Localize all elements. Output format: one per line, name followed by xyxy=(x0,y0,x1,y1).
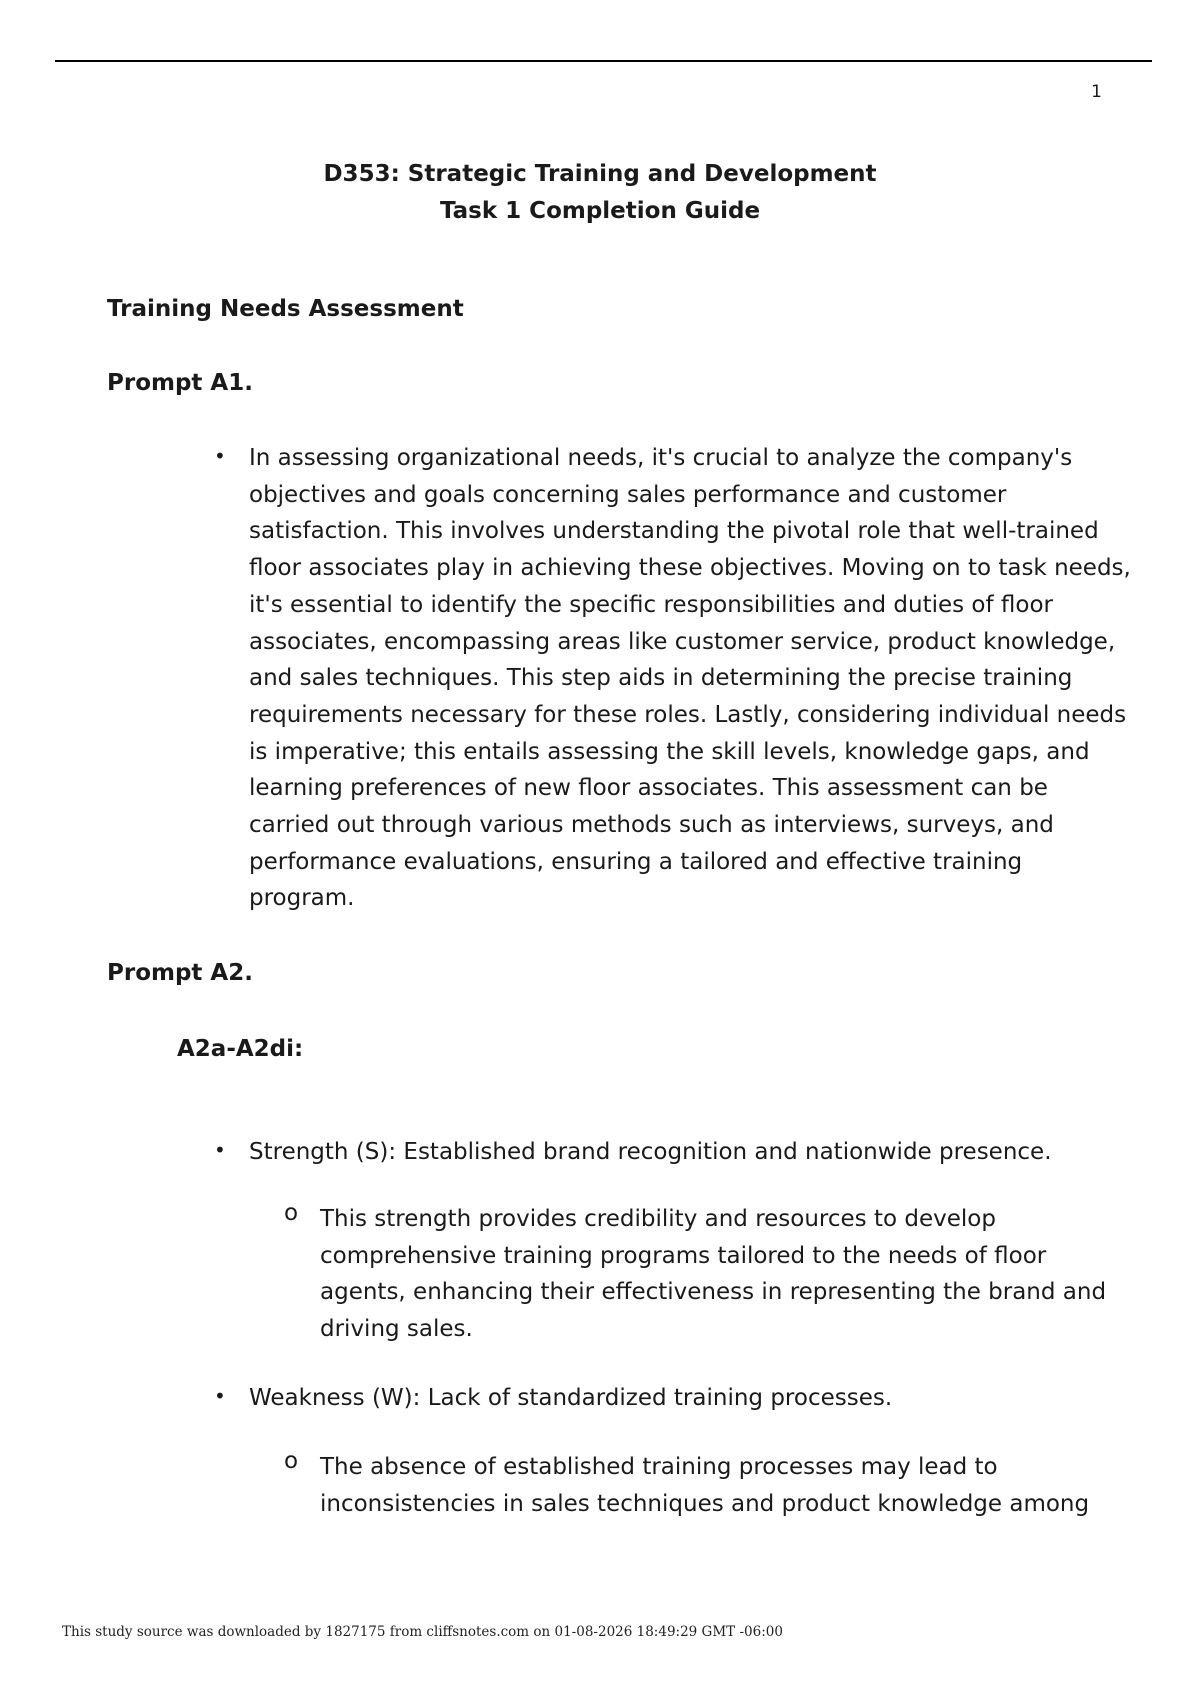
page-number: 1 xyxy=(1091,82,1102,102)
paragraph-line: learning preferences of new floor associates. This assessment can be xyxy=(249,775,1048,802)
weakness-detail xyxy=(320,1449,1089,1522)
paragraph-line: carried out through various methods such as interviews, surveys, and xyxy=(249,812,1054,839)
paragraph-line: comprehensive training programs tailored to the needs of floor xyxy=(320,1242,1047,1269)
paragraph-line: associates, encompassing areas like customer service, product knowledge, xyxy=(249,628,1116,655)
paragraph-line: is imperative; this entails assessing the skill levels, knowledge gaps, and xyxy=(249,738,1090,765)
document-title xyxy=(0,156,1200,230)
paragraph-line: it's essential to identify the specific responsibilities and duties of floor xyxy=(249,591,1053,618)
bullet-marker: • xyxy=(214,1138,226,1162)
title-line-2: Task 1 Completion Guide xyxy=(439,198,761,224)
paragraph-line: The absence of established training processes may lead to xyxy=(320,1454,998,1480)
weakness-bullet: Weakness (W): Lack of standardized training processes. xyxy=(249,1385,893,1411)
title-line-1: D353: Strategic Training and Development xyxy=(323,161,877,187)
paragraph-line: objectives and goals concerning sales performance and customer xyxy=(249,481,1007,508)
bullet-marker: • xyxy=(214,444,226,468)
header-rule xyxy=(55,60,1152,62)
paragraph-line: In assessing organizational needs, it's crucial to analyze the company's xyxy=(249,445,1073,471)
paragraph-line: driving sales. xyxy=(320,1316,473,1343)
prompt-a1-heading: Prompt A1. xyxy=(107,370,253,396)
bullet-marker: • xyxy=(214,1384,226,1408)
paragraph-line: program. xyxy=(249,885,355,912)
paragraph-line: This strength provides credibility and resources to develop xyxy=(320,1206,996,1232)
prompt-a2-heading: Prompt A2. xyxy=(107,960,253,986)
paragraph-line: agents, enhancing their effectiveness in representing the brand and xyxy=(320,1279,1107,1306)
paragraph-line: inconsistencies in sales techniques and product knowledge among xyxy=(320,1490,1090,1517)
strength-detail xyxy=(320,1201,1106,1348)
paragraph-line: floor associates play in achieving these objectives. Moving on to task needs, xyxy=(249,555,1131,582)
paragraph-line: requirements necessary for these roles. Lastly, considering individual needs xyxy=(249,701,1127,728)
paragraph-line: performance evaluations, ensuring a tailored and effective training xyxy=(249,848,1023,875)
strength-bullet: Strength (S): Established brand recognition and nationwide presence. xyxy=(249,1139,1052,1165)
sub-bullet-marker: o xyxy=(284,1448,299,1474)
prompt-a1-paragraph xyxy=(249,440,1131,917)
sub-bullet-marker: o xyxy=(284,1200,299,1226)
download-footer: This study source was downloaded by 1827175 from cliffsnotes.com on 01-08-2026 18:49:29 GMT -06:00 xyxy=(62,1624,783,1640)
prompt-a2-subheading: A2a-A2di: xyxy=(177,1036,304,1062)
section-heading: Training Needs Assessment xyxy=(107,296,464,322)
paragraph-line: satisfaction. This involves understanding the pivotal role that well-trained xyxy=(249,518,1099,545)
paragraph-line: and sales techniques. This step aids in determining the precise training xyxy=(249,665,1073,692)
